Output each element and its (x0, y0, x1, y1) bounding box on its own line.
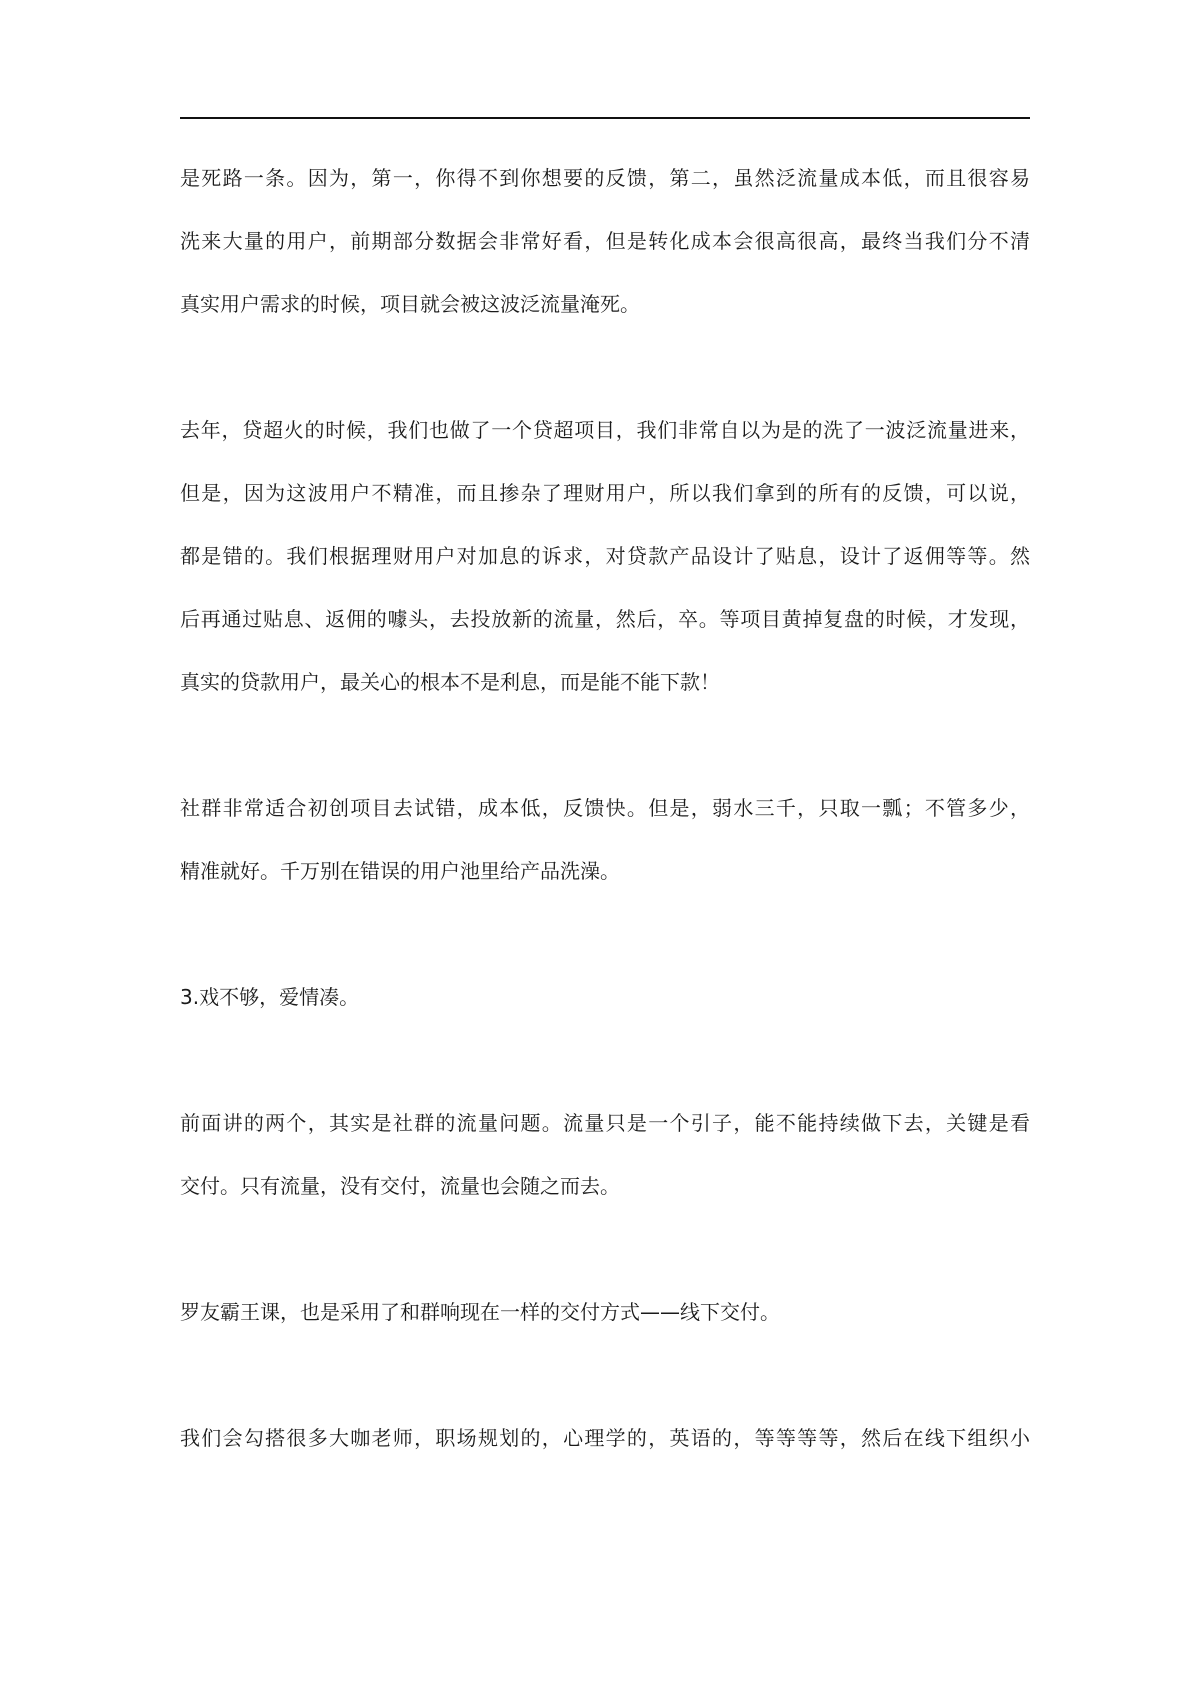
text-line: 前面讲的两个，其实是社群的流量问题。流量只是一个引子，能不能持续做下去，关键是看 (180, 1111, 1030, 1135)
text-line: 真实用户需求的时候，项目就会被这波泛流量淹死。 (180, 292, 640, 316)
paragraph (180, 1092, 1030, 1218)
text-line: 真实的贷款用户，最关心的根本不是利息，而是能不能下款！ (180, 670, 720, 694)
text-line: 3.戏不够，爱情凑。 (180, 985, 360, 1009)
text-line: 我们会勾搭很多大咖老师，职场规划的，心理学的，英语的，等等等等，然后在线下组织小 (180, 1426, 1030, 1450)
paragraph (180, 399, 1030, 714)
document-body (180, 147, 1030, 1533)
text-line: 洗来大量的用户，前期部分数据会非常好看，但是转化成本会很高很高，最终当我们分不清 (180, 229, 1030, 253)
text-line: 精准就好。千万别在错误的用户池里给产品洗澡。 (180, 859, 620, 883)
paragraph (180, 1281, 1030, 1344)
text-line: 罗友霸王课，也是采用了和群响现在一样的交付方式——线下交付。 (180, 1300, 780, 1324)
paragraph (180, 1407, 1030, 1470)
text-line: 社群非常适合初创项目去试错，成本低，反馈快。但是，弱水三千，只取一瓢；不管多少， (180, 796, 1030, 820)
text-line: 后再通过贴息、返佣的噱头，去投放新的流量，然后，卒。等项目黄掉复盘的时候，才发现， (180, 607, 1030, 631)
paragraph (180, 777, 1030, 903)
text-line: 是死路一条。因为，第一，你得不到你想要的反馈，第二，虽然泛流量成本低，而且很容易 (180, 166, 1030, 190)
text-line: 去年，贷超火的时候，我们也做了一个贷超项目，我们非常自以为是的洗了一波泛流量进来， (180, 418, 1030, 442)
header-rule (180, 117, 1030, 119)
text-line: 交付。只有流量，没有交付，流量也会随之而去。 (180, 1174, 620, 1198)
text-line: 都是错的。我们根据理财用户对加息的诉求，对贷款产品设计了贴息，设计了返佣等等。然 (180, 544, 1030, 568)
section-heading (180, 966, 1030, 1029)
paragraph (180, 147, 1030, 336)
text-line: 但是，因为这波用户不精准，而且掺杂了理财用户，所以我们拿到的所有的反馈，可以说， (180, 481, 1030, 505)
